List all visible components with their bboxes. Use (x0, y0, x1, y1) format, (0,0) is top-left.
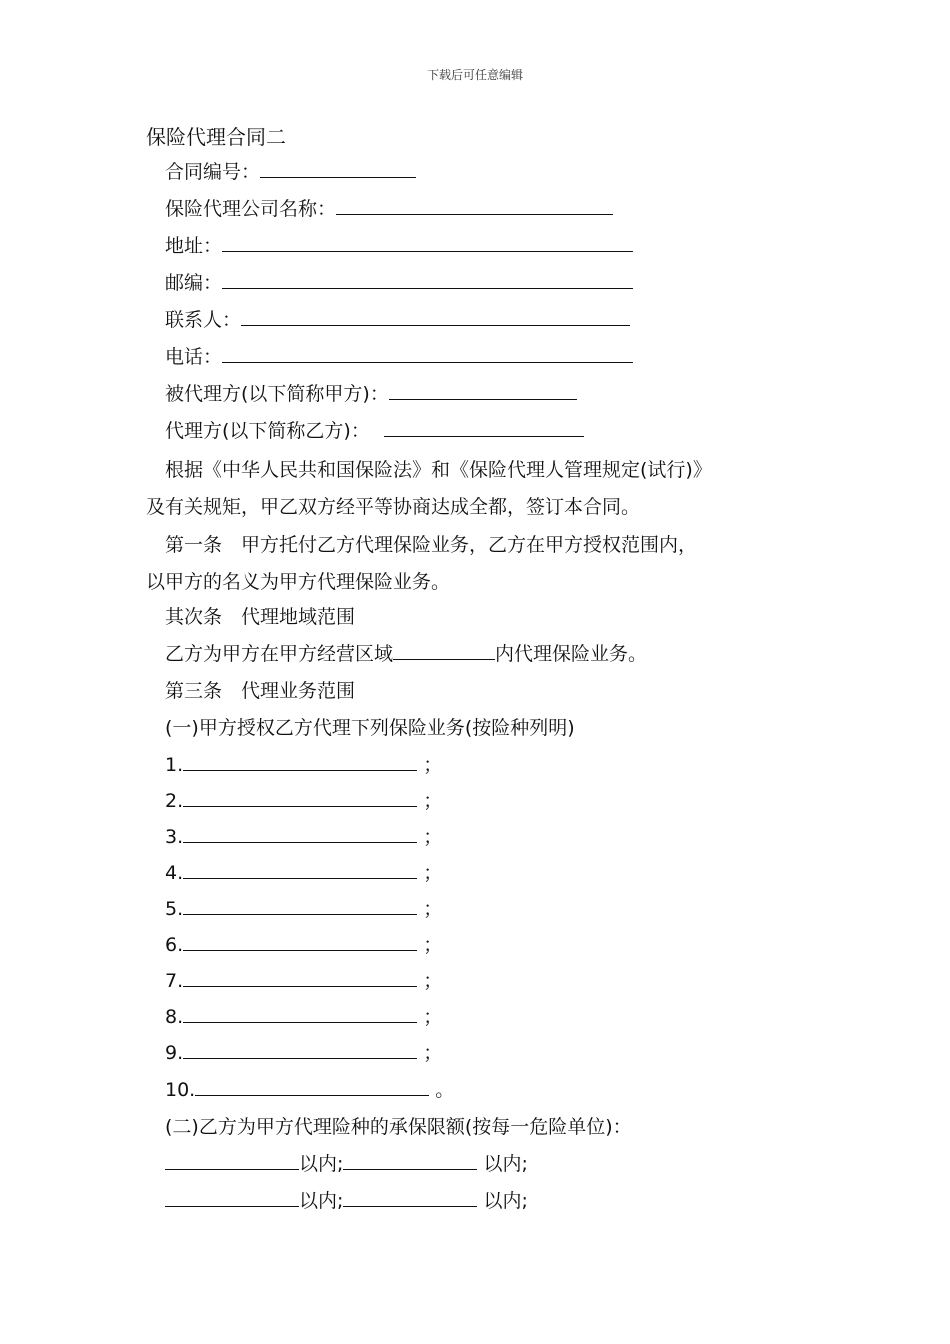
limit-blank (343, 1188, 477, 1207)
postcode-blank (222, 270, 633, 289)
header-note: 下载后可任意编辑 (426, 68, 523, 82)
phone-field (165, 344, 633, 370)
within-label: 以内; (483, 1190, 528, 1212)
item-number: 10. (165, 1079, 196, 1101)
agent-label: 代理方(以下简称乙方)： (165, 420, 370, 442)
principal-label: 被代理方(以下简称甲方)： (165, 383, 389, 405)
limit-row (165, 1188, 528, 1214)
item-blank (183, 788, 417, 807)
list-item (165, 896, 442, 922)
postcode-label: 邮编： (165, 272, 223, 294)
item-blank (183, 1004, 417, 1023)
list-item (165, 968, 442, 994)
contract-no-blank (260, 159, 416, 178)
item-blank (183, 824, 417, 843)
item-end: ； (423, 826, 443, 848)
article-1-line-2: 以甲方的名义为甲方代理保险业务。 (146, 571, 451, 593)
item-blank (183, 752, 417, 771)
item-number: 6. (165, 934, 184, 956)
within-label: 以内; (299, 1153, 344, 1175)
item-number: 3. (165, 826, 184, 848)
list-item (165, 860, 442, 886)
article-1-line-1: 第一条 甲方托付乙方代理保险业务，乙方在甲方授权范围内， (165, 534, 698, 556)
address-blank (222, 233, 633, 252)
item-blank (183, 968, 417, 987)
within-label: 以内; (483, 1153, 528, 1175)
limit-blank (165, 1188, 299, 1207)
item-end: ； (423, 898, 443, 920)
within-label: 以内; (299, 1190, 344, 1212)
agent-blank (384, 418, 584, 437)
agency-name-label: 保险代理公司名称： (165, 198, 337, 220)
agency-name-field (165, 196, 613, 222)
contact-label: 联系人： (165, 309, 242, 331)
item-blank (195, 1077, 429, 1096)
item-end: ； (423, 1042, 443, 1064)
preamble-line-2: 及有关规矩，甲乙双方经平等协商达成全都，签订本合同。 (146, 496, 641, 518)
list-item (165, 1077, 454, 1103)
contact-blank (241, 307, 630, 326)
limit-row (165, 1151, 528, 1177)
address-field (165, 233, 633, 259)
article-2-body (165, 641, 647, 667)
item-end: ； (423, 1006, 443, 1028)
article-2-pre: 乙方为甲方在甲方经营区域 (165, 643, 394, 665)
item-blank (183, 932, 417, 951)
preamble-line-1: 根据《中华人民共和国保险法》和《保险代理人管理规定(试行)》 (165, 459, 712, 481)
item-end: ； (423, 790, 443, 812)
item-number: 2. (165, 790, 184, 812)
phone-label: 电话： (165, 346, 223, 368)
limit-blank (343, 1151, 477, 1170)
contact-field (165, 307, 630, 333)
principal-blank (389, 381, 577, 400)
contract-no-field (165, 159, 416, 185)
item-end: ； (423, 934, 443, 956)
article-3-sub-1: (一)甲方授权乙方代理下列保险业务(按险种列明) (165, 717, 575, 739)
item-number: 7. (165, 970, 184, 992)
limit-blank (165, 1151, 299, 1170)
address-label: 地址： (165, 235, 223, 257)
item-blank (183, 1040, 417, 1059)
item-end: ； (423, 970, 443, 992)
agency-name-blank (336, 196, 613, 215)
list-item (165, 788, 442, 814)
list-item (165, 1004, 442, 1030)
item-number: 9. (165, 1042, 184, 1064)
contract-no-label: 合同编号： (165, 161, 261, 183)
item-end: ； (423, 862, 443, 884)
item-number: 4. (165, 862, 184, 884)
item-blank (183, 896, 417, 915)
principal-field (165, 381, 577, 407)
phone-blank (222, 344, 633, 363)
article-3-sub-2: (二)乙方为甲方代理险种的承保限额(按每一危险单位)： (165, 1116, 632, 1138)
postcode-field (165, 270, 633, 296)
list-item (165, 932, 442, 958)
item-number: 5. (165, 898, 184, 920)
article-2-title: 其次条 代理地域范围 (165, 606, 356, 628)
item-end: ； (423, 754, 443, 776)
list-item (165, 752, 442, 778)
item-end: 。 (435, 1079, 455, 1101)
list-item (165, 824, 442, 850)
item-number: 8. (165, 1006, 184, 1028)
document-title: 保险代理合同二 (146, 125, 286, 149)
agent-field (165, 418, 584, 444)
item-number: 1. (165, 754, 184, 776)
region-blank (393, 641, 495, 660)
article-2-post: 内代理保险业务。 (495, 643, 648, 665)
item-blank (183, 860, 417, 879)
article-3-title: 第三条 代理业务范围 (165, 680, 356, 702)
list-item (165, 1040, 442, 1066)
